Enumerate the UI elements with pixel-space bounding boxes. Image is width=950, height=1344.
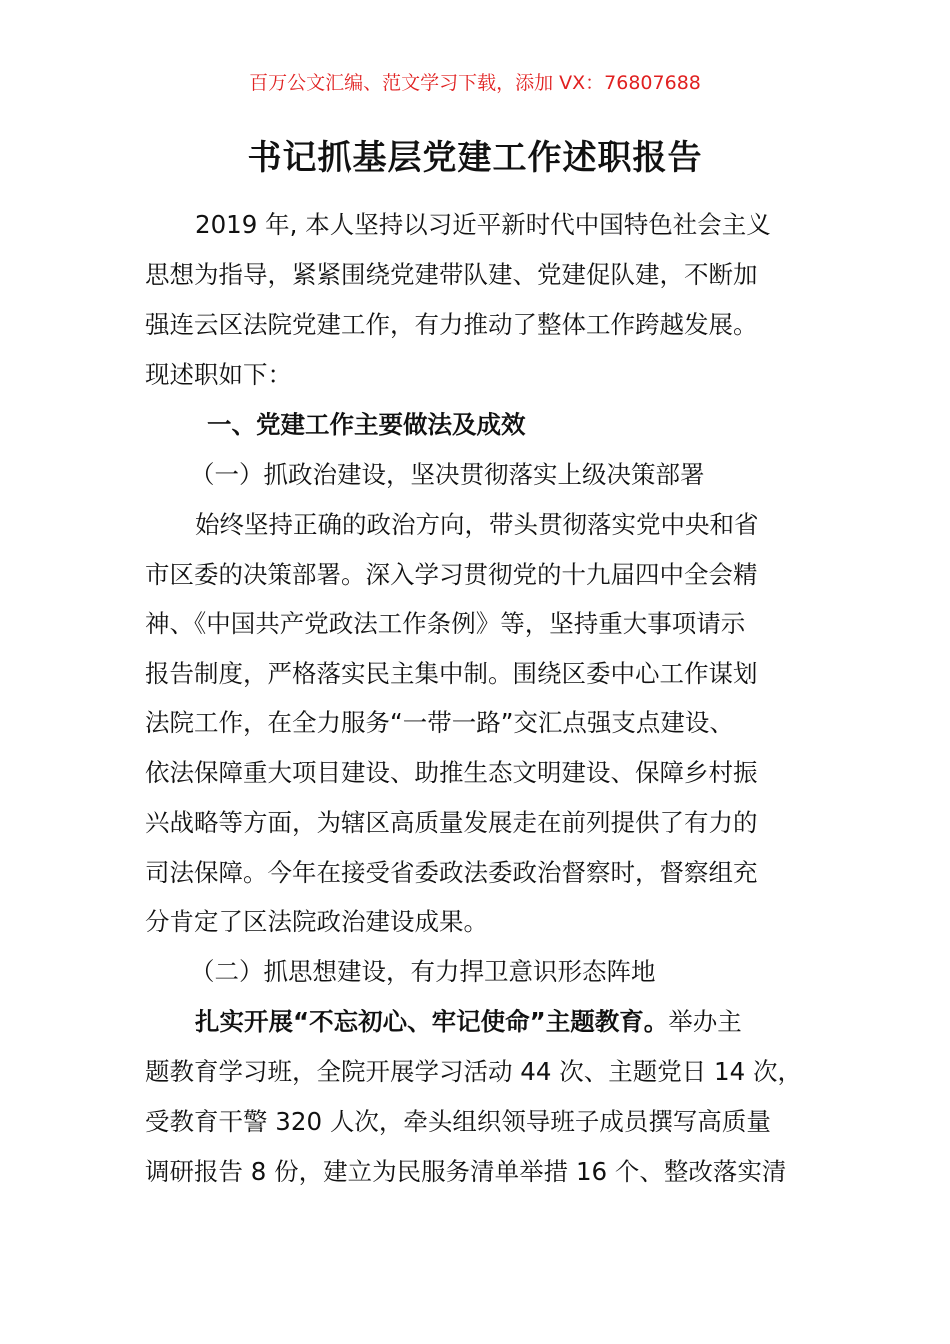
paragraph-line: 强连云区法院党建工作，有力推动了整体工作跨越发展。: [145, 310, 758, 339]
paragraph-line: 现述职如下：: [145, 360, 292, 389]
paragraph-line: 分肯定了区法院政治建设成果。: [145, 907, 488, 936]
paragraph-line: 兴战略等方面，为辖区高质量发展走在前列提供了有力的: [145, 808, 758, 837]
subsection-heading: （二）抓思想建设，有力捍卫意识形态阵地: [190, 957, 656, 986]
paragraph-line: 市区委的决策部署。深入学习贯彻党的十九届四中全会精: [145, 560, 758, 589]
paragraph-line: 题教育学习班，全院开展学习活动 44 次、主题党日 14 次，: [145, 1057, 802, 1086]
paragraph-line: 法院工作，在全力服务“一带一路”交汇点强支点建设、: [145, 708, 734, 737]
subsection-heading: （一）抓政治建设，坚决贯彻落实上级决策部署: [190, 460, 705, 489]
paragraph-line: 始终坚持正确的政治方向，带头贯彻落实党中央和省: [195, 510, 759, 539]
paragraph-line: [195, 1005, 875, 1039]
document-title: 书记抓基层党建工作述职报告: [247, 138, 703, 178]
paragraph-line: 司法保障。今年在接受省委政法委政治督察时，督察组充: [145, 858, 758, 887]
bold-lead: 扎实开展“不忘初心、牢记使命”主题教育。: [195, 1007, 669, 1036]
paragraph-line: 报告制度，严格落实民主集中制。围绕区委中心工作谋划: [145, 659, 758, 688]
paragraph-line: 受教育干警 320 人次，牵头组织领导班子成员撰写高质量: [145, 1107, 771, 1136]
watermark-header: 百万公文汇编、范文学习下载，添加 VX：76807688: [249, 72, 701, 94]
paragraph-text: 举办主: [668, 1007, 742, 1036]
section-heading: 一、党建工作主要做法及成效: [207, 410, 526, 439]
paragraph-line: 调研报告 8 份，建立为民服务清单举措 16 个、整改落实清: [145, 1157, 787, 1186]
paragraph-line: 思想为指导，紧紧围绕党建带队建、党建促队建，不断加: [145, 260, 758, 289]
paragraph-line: 神、《中国共产党政法工作条例》等，坚持重大事项请示: [145, 609, 746, 638]
paragraph-line: 依法保障重大项目建设、助推生态文明建设、保障乡村振: [145, 758, 758, 787]
paragraph-line: 2019 年, 本人坚持以习近平新时代中国特色社会主义: [195, 210, 771, 239]
